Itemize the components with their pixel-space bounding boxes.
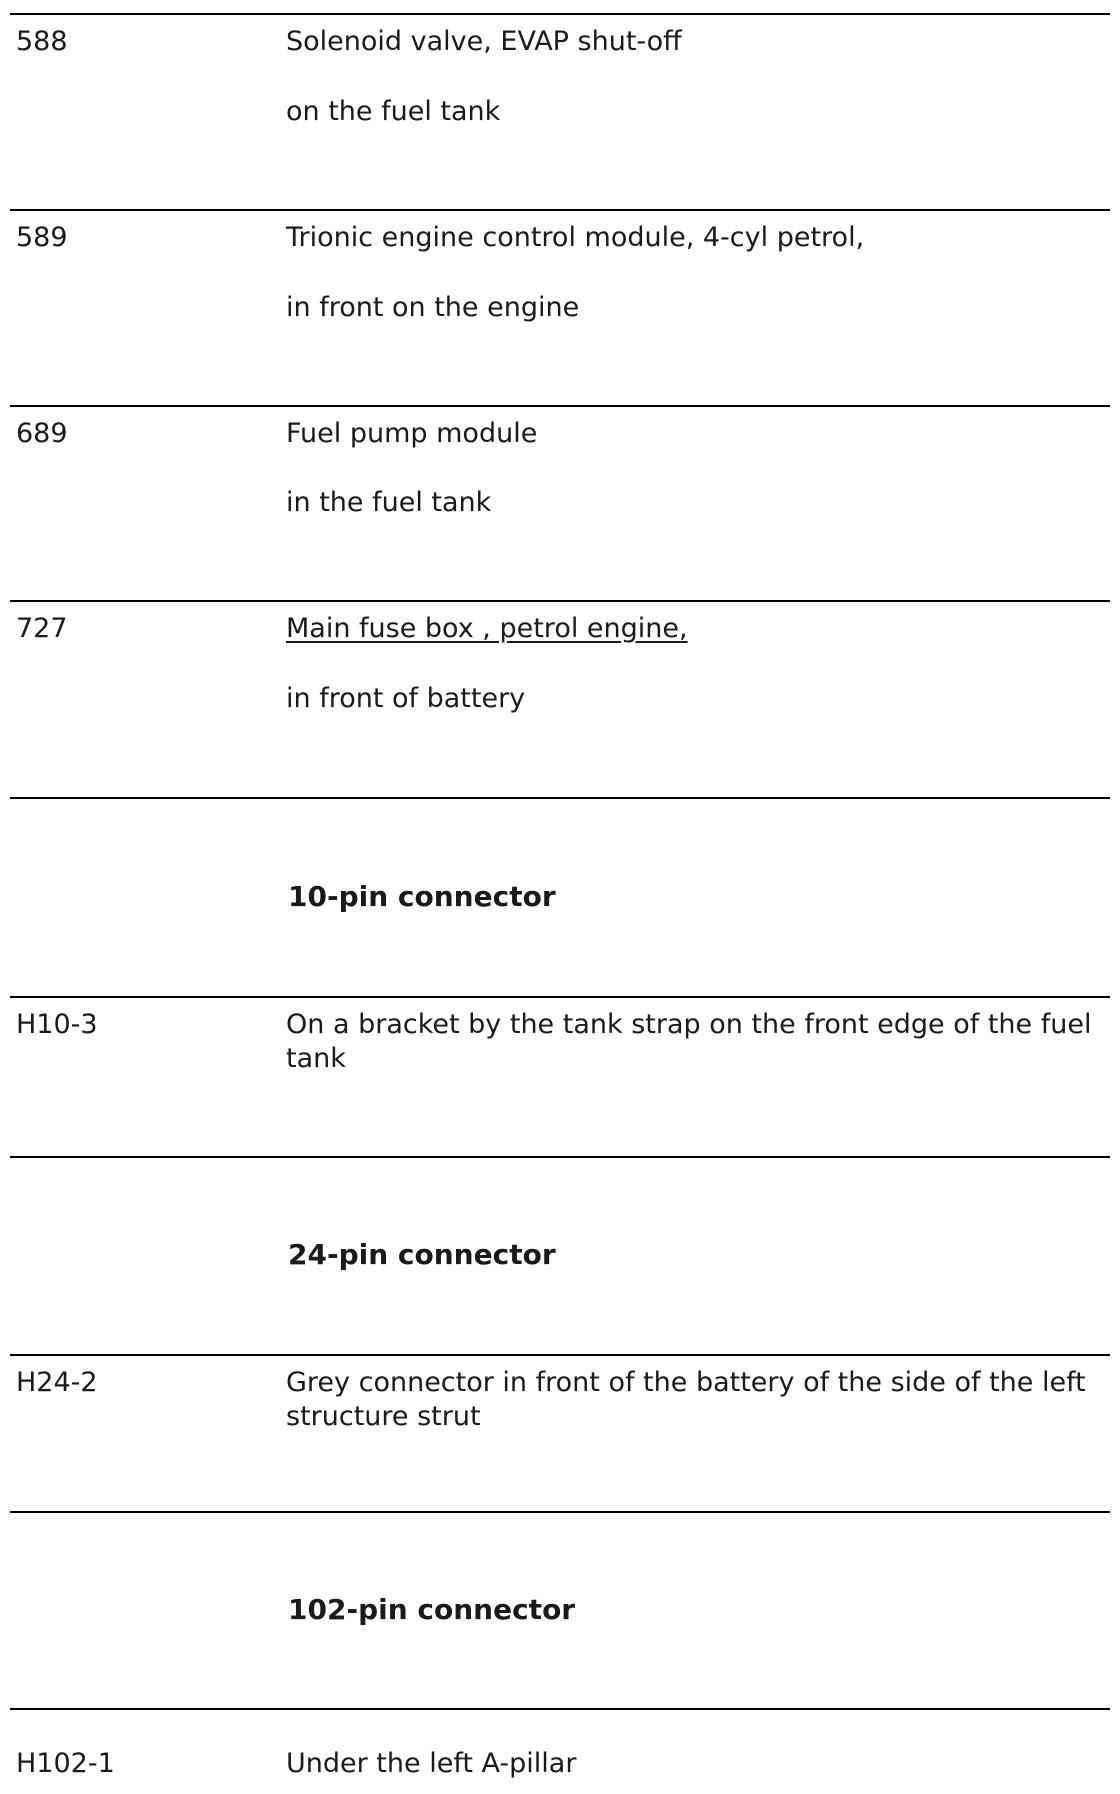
- connector-location: Grey connector in front of the battery of the side of the left structure strut: [286, 1367, 1086, 1432]
- row-divider: [10, 1354, 1110, 1356]
- row-divider: [10, 600, 1110, 602]
- row-divider: [10, 209, 1110, 211]
- row-divider: [10, 1156, 1110, 1158]
- component-code: 727: [16, 613, 68, 644]
- row-divider: [10, 405, 1110, 407]
- row-divider: [10, 13, 1110, 15]
- row-divider: [10, 797, 1110, 799]
- component-name: Main fuse box , petrol engine,: [286, 613, 688, 644]
- component-name: Solenoid valve, EVAP shut-off: [286, 26, 682, 57]
- connector-code: H24-2: [16, 1367, 98, 1398]
- row-divider: [10, 996, 1110, 998]
- component-code: 588: [16, 26, 68, 57]
- section-heading: 10-pin connector: [288, 880, 556, 913]
- row-divider: [10, 1708, 1110, 1710]
- component-location: on the fuel tank: [286, 96, 501, 127]
- section-heading: 102-pin connector: [288, 1593, 576, 1626]
- row-divider: [10, 1511, 1110, 1513]
- connector-code: H10-3: [16, 1009, 98, 1040]
- component-name: Trionic engine control module, 4-cyl petrol,: [286, 222, 865, 253]
- connector-code: H102-1: [16, 1748, 115, 1779]
- component-location: in front on the engine: [286, 292, 580, 323]
- component-code: 689: [16, 418, 68, 449]
- connector-location: Under the left A-pillar: [286, 1748, 577, 1779]
- connector-location: On a bracket by the tank strap on the front edge of the fuel tank: [286, 1009, 1092, 1074]
- component-location: in front of battery: [286, 683, 526, 714]
- component-location: in the fuel tank: [286, 487, 492, 518]
- component-name: Fuel pump module: [286, 418, 538, 449]
- section-heading: 24-pin connector: [288, 1238, 556, 1271]
- component-code: 589: [16, 222, 68, 253]
